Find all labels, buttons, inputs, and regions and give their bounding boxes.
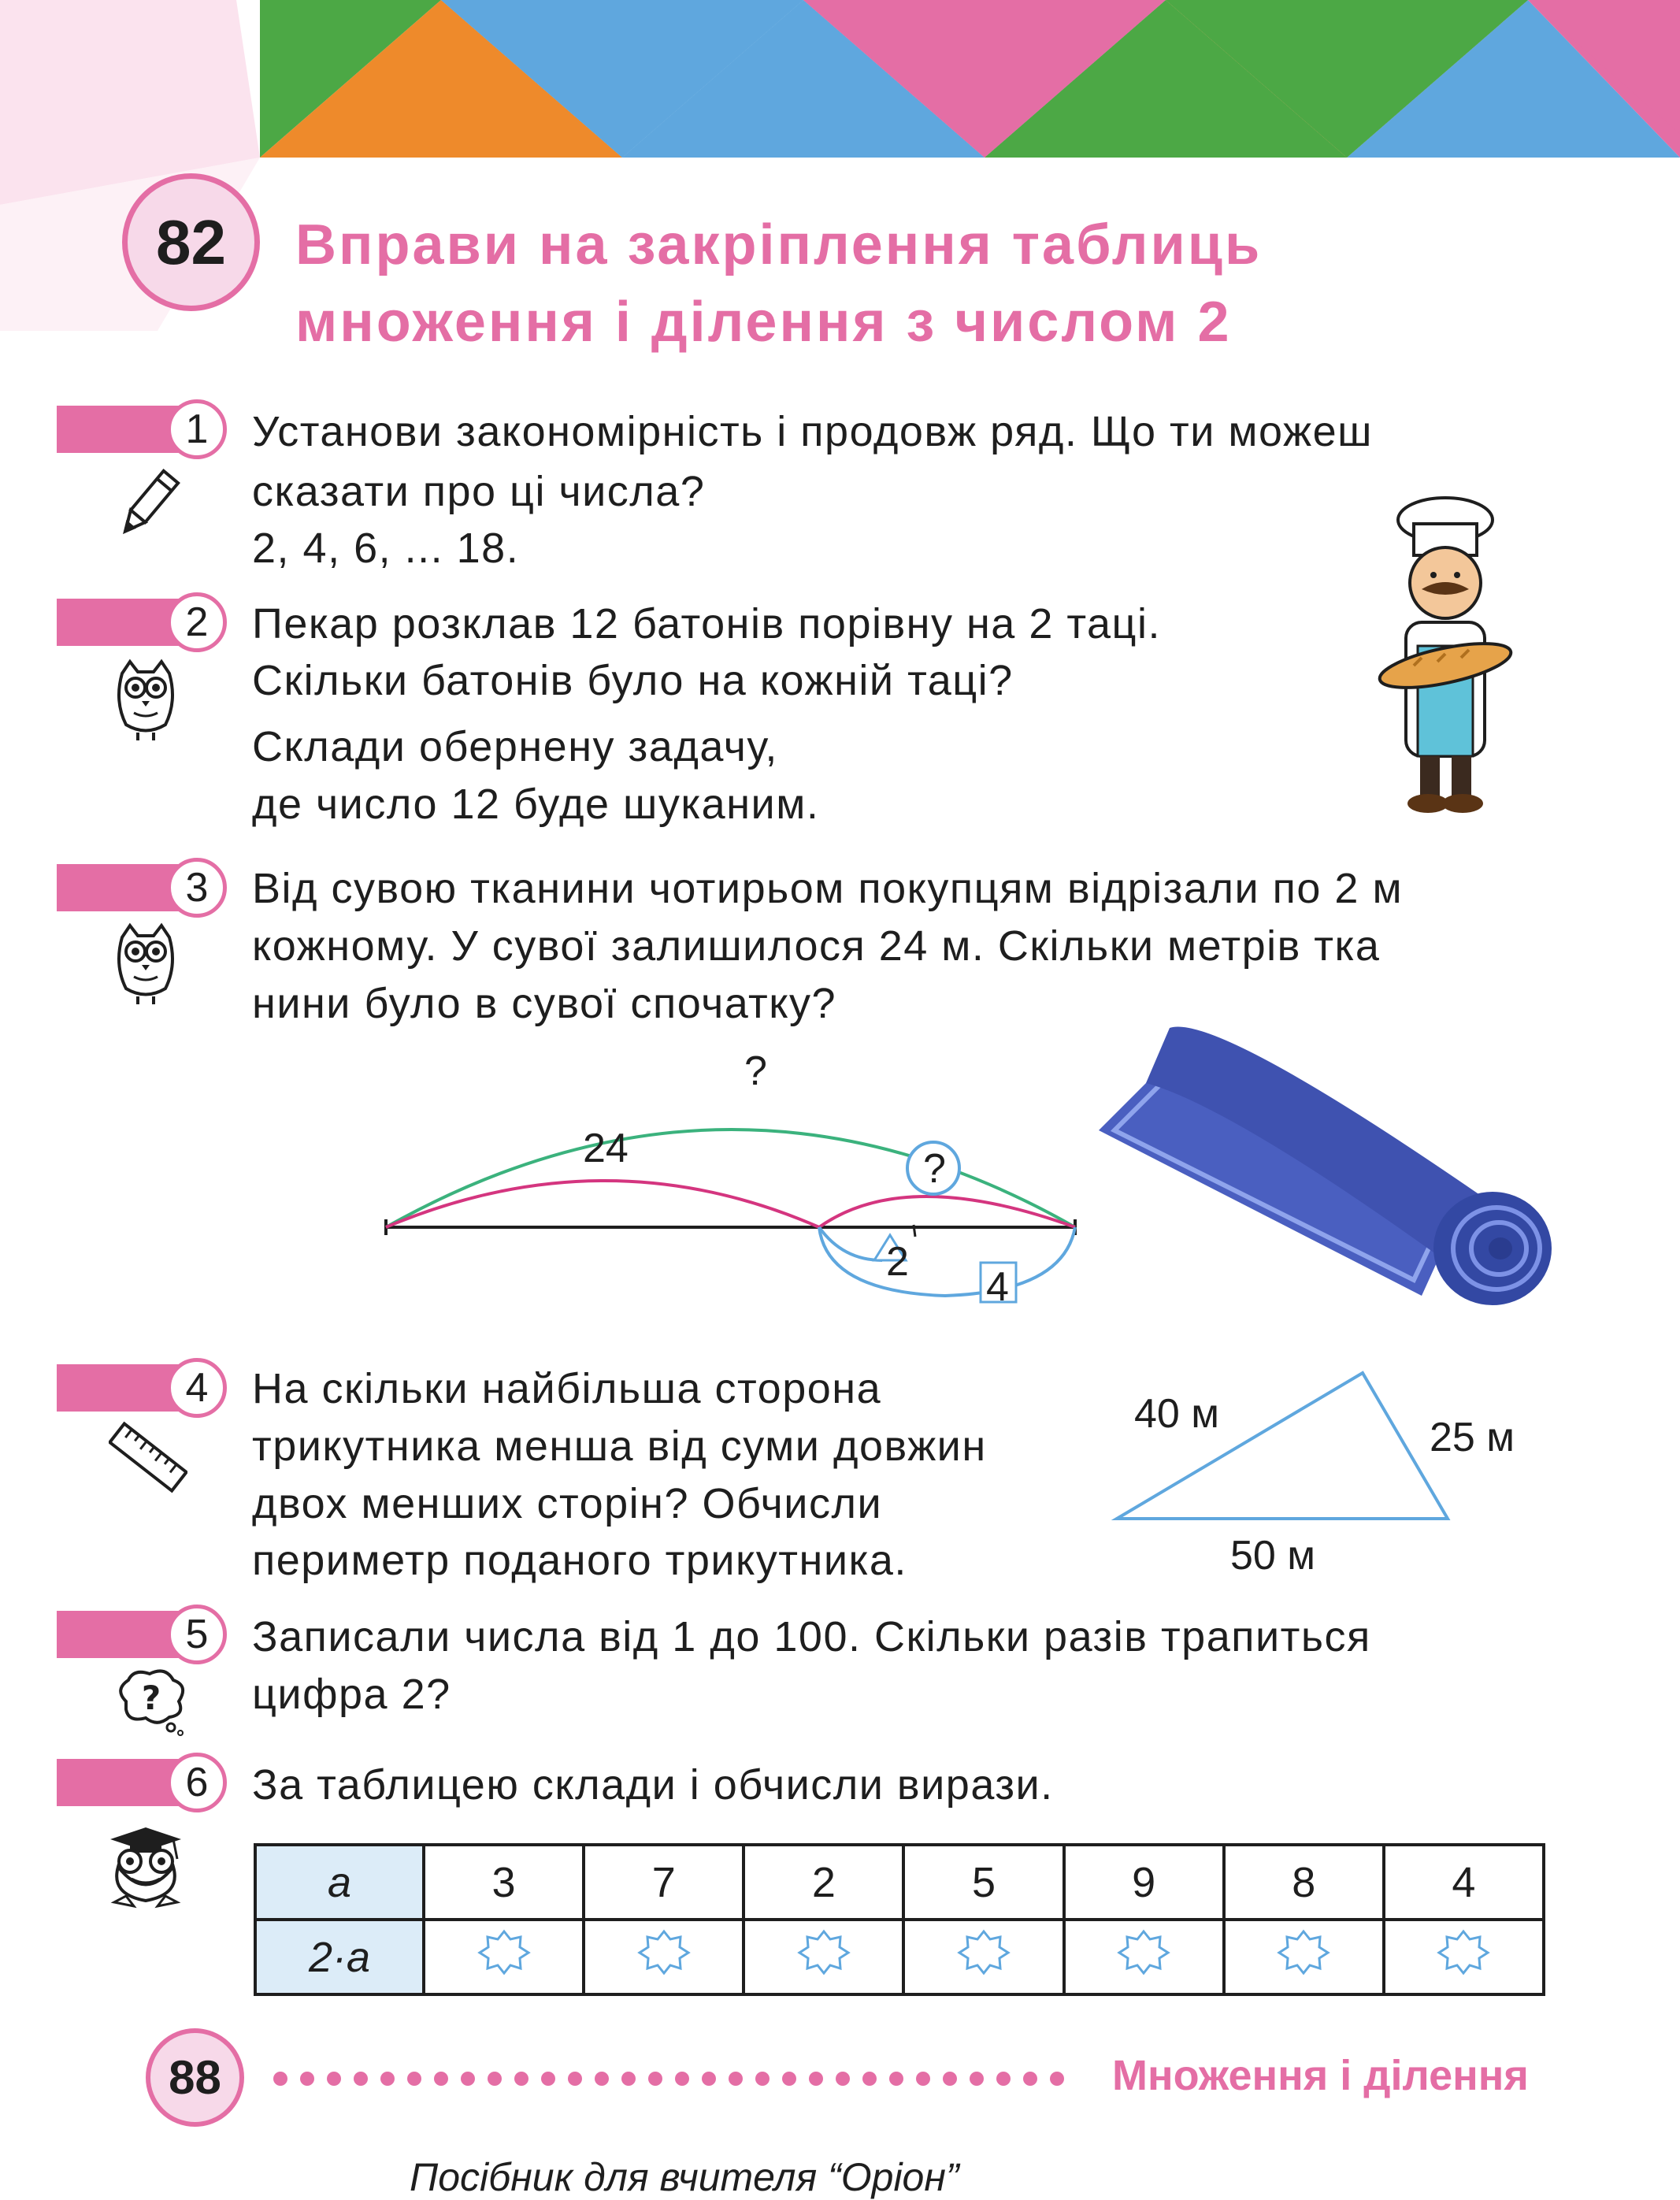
diagram-unknown-label: ?: [923, 1146, 946, 1192]
exercise-4-line-3: двох менших сторін? Обчисли: [252, 1480, 883, 1527]
star-placeholder-icon: [956, 1928, 1011, 1976]
exercise-4-line-4: периметр поданого трикутника.: [252, 1537, 907, 1584]
page-number: 88: [146, 2028, 244, 2127]
lesson-number: 82: [122, 173, 260, 311]
exercise-4-line-2: трикутника менша від суми довжин: [252, 1423, 987, 1470]
exercise-number: 5: [167, 1605, 227, 1664]
triangle-side-b-label: 25 м: [1430, 1415, 1515, 1460]
exercise-1-line-2: сказати про ці числа?: [252, 468, 706, 515]
baker-illustration: [1367, 496, 1524, 827]
exercise-2-line-3: Склади обернену задачу,: [252, 723, 778, 770]
exercise-3-line-1: Від сувою тканини чотирьом покупцям відрізали по 2 м: [252, 865, 1404, 912]
dotted-divider: [272, 2070, 1075, 2087]
diagram-count-label: 4: [986, 1264, 1009, 1310]
thought-question-icon: [114, 1666, 189, 1737]
answer-star-cell[interactable]: [1224, 1920, 1384, 1994]
table-row: [255, 1920, 1544, 1994]
exercise-number: 3: [167, 858, 227, 918]
diagram-step-label: 2: [886, 1239, 909, 1285]
table-cell-value: 8: [1224, 1845, 1384, 1920]
exercise-number: 2: [167, 592, 227, 652]
lesson-title-line2: множення і ділення з числом 2: [295, 291, 1232, 354]
exercise-6-line-1: За таблицею склади і обчисли вирази.: [252, 1761, 1054, 1809]
exercise-2-line-2: Скільки батонів було на кожній таці?: [252, 657, 1014, 704]
owl-icon: [110, 658, 181, 744]
triangle-side-a-label: 40 м: [1134, 1391, 1220, 1437]
exercise-number: 4: [167, 1358, 227, 1418]
table-cell-value: 2: [744, 1845, 903, 1920]
answer-star-cell[interactable]: [1384, 1920, 1544, 1994]
exercise-5-line-1: Записали числа від 1 до 100. Скільки разів трапиться: [252, 1613, 1371, 1660]
table-header-2a: 2·a: [255, 1920, 424, 1994]
diagram-part-label: 24: [583, 1126, 629, 1171]
exercise-number: 1: [167, 399, 227, 459]
ruler-icon: [109, 1418, 187, 1497]
answer-star-cell[interactable]: [424, 1920, 584, 1994]
star-placeholder-icon: [796, 1928, 851, 1976]
answer-star-cell[interactable]: [584, 1920, 744, 1994]
table-header-a: a: [255, 1845, 424, 1920]
table-cell-value: 3: [424, 1845, 584, 1920]
star-placeholder-icon: [1116, 1928, 1171, 1976]
table-row: [255, 1845, 1544, 1920]
exercise-number: 6: [167, 1753, 227, 1812]
star-placeholder-icon: [636, 1928, 692, 1976]
table-cell-value: 4: [1384, 1845, 1544, 1920]
table-cell-value: 9: [1064, 1845, 1224, 1920]
answer-star-cell[interactable]: [903, 1920, 1063, 1994]
expression-table: [254, 1843, 1545, 1996]
star-placeholder-icon: [1276, 1928, 1331, 1976]
lesson-title-line1: Вправи на закріплення таблиць: [295, 213, 1263, 276]
exercise-5-line-2: цифра 2?: [252, 1671, 451, 1718]
table-cell-value: 7: [584, 1845, 744, 1920]
frog-graduate-icon: [98, 1823, 193, 1914]
fabric-roll-illustration: [1091, 1012, 1563, 1311]
exercise-1-line-1: Установи закономірність і продовж ряд. Що ти можеш: [252, 408, 1373, 455]
table-cell-value: 5: [903, 1845, 1063, 1920]
exercise-3-line-2: кожному. У сувої залишилося 24 м. Скільки метрів тка: [252, 922, 1381, 970]
exercise-4-line-1: На скільки найбільша сторона: [252, 1365, 882, 1412]
answer-star-cell[interactable]: [1064, 1920, 1224, 1994]
bottom-cutoff-text: Посібник для вчителя “Оріон”: [410, 2155, 959, 2199]
star-placeholder-icon: [1436, 1928, 1491, 1976]
star-placeholder-icon: [477, 1928, 532, 1976]
triangle-side-c-label: 50 м: [1230, 1533, 1316, 1579]
diagram-total-label: ?: [744, 1048, 767, 1094]
answer-star-cell[interactable]: [744, 1920, 903, 1994]
exercise-3-line-3: нини було в сувої спочатку?: [252, 980, 837, 1027]
section-title: Множення і ділення: [1112, 2052, 1529, 2099]
svg-text:?: ?: [141, 1679, 161, 1717]
pencil-icon: [109, 465, 187, 544]
exercise-2-line-4: де число 12 буде шуканим.: [252, 781, 820, 828]
owl-icon: [110, 922, 181, 1008]
exercise-2-line-1: Пекар розклав 12 батонів порівну на 2 таці.: [252, 600, 1161, 647]
exercise-1-line-3: 2, 4, 6, ... 18.: [252, 525, 520, 572]
